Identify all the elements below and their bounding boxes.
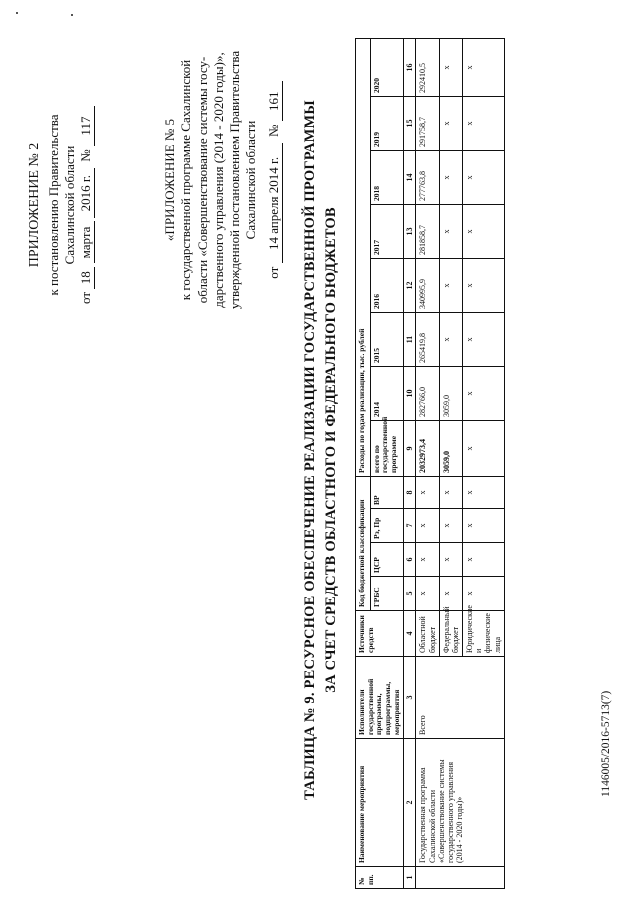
header-total: всего по государственной программе [370, 421, 403, 477]
code-cell: х [439, 543, 462, 577]
year-value: х [463, 151, 505, 205]
code-cell: х [463, 477, 505, 509]
total-cell: 3059,0 [439, 421, 462, 477]
code-cell: х [416, 577, 439, 611]
prev-annex-line: к государственной программе Сахалинской [178, 59, 194, 301]
source: Юридические и физические лица [463, 611, 505, 657]
prev-annex-line: утвержденной постановлением Правительства [227, 50, 242, 310]
year-value: 291758,7 [416, 97, 439, 151]
year-value: х [463, 313, 505, 367]
annex-year: 2016 г. [78, 168, 95, 218]
annex-line: Сахалинской области [61, 145, 77, 265]
header-year: 2016 [370, 259, 403, 313]
annex-header [26, 80, 95, 330]
program-name: Государственная программа Сахалинской области «Совершенствование системы государственного управления (2014 - 2020 годы)» [416, 739, 505, 867]
code-cell: х [439, 477, 462, 509]
code-cell: х [463, 577, 505, 611]
column-number-row [404, 38, 416, 888]
source: Федеральный бюджет [439, 611, 462, 657]
header-grbs: ГРБС [370, 577, 403, 611]
code-cell: х [416, 509, 439, 543]
previous-annex-header [162, 30, 283, 330]
column-number: 1 [404, 867, 416, 889]
code-cell: х [416, 477, 439, 509]
code-cell: х [463, 543, 505, 577]
year-value: х [439, 97, 462, 151]
header-vr: ВР [370, 477, 403, 509]
code-cell: х [416, 543, 439, 577]
year-value: х [463, 97, 505, 151]
prev-annex-title: «ПРИЛОЖЕНИЕ № 5 [162, 118, 177, 242]
annex-day: 18 [78, 267, 95, 289]
column-number: 8 [404, 477, 416, 509]
annex-number: 117 [78, 106, 95, 146]
annex-date-line [78, 80, 95, 330]
header-name: Наименование мероприятия [356, 739, 404, 867]
code-cell: х [439, 509, 462, 543]
total-cell: х [463, 421, 505, 477]
source: Областной бюджет [416, 611, 439, 657]
header-executor: Исполнители государственной программы, подпрограммы, мероприятия [356, 657, 404, 739]
prev-annex-line: дарственного управления (2014 - 2020 годы)», [210, 52, 226, 308]
year-value: х [463, 38, 505, 96]
from-label: от [78, 291, 93, 304]
title-line: ТАБЛИЦА № 9. РЕСУРСНОЕ ОБЕСПЕЧЕНИЕ РЕАЛИЗАЦИИ ГОСУДАРСТВЕННОЙ ПРОГРАММЫ [302, 100, 318, 800]
annex-title: ПРИЛОЖЕНИЕ № 2 [27, 142, 42, 268]
annex-month: марта [78, 221, 95, 263]
annex-line: к постановлению Правительства [45, 114, 61, 296]
year-value: х [439, 205, 462, 259]
prev-annex-line: Сахалинской области [243, 120, 259, 240]
prev-annex-date: 14 апреля 2014 г. [266, 143, 283, 263]
header-budget-code: Код бюджетной классификации [356, 477, 371, 611]
year-value: х [463, 367, 505, 421]
year-value: 277763,8 [416, 151, 439, 205]
year-value: х [439, 259, 462, 313]
column-number: 7 [404, 509, 416, 543]
code-cell: х [439, 577, 462, 611]
column-number: 16 [404, 38, 416, 96]
year-value: 340995,9 [416, 259, 439, 313]
year-value: 3059,0 [439, 367, 462, 421]
executor: Всего [416, 657, 505, 739]
header-rzpr: Рз, Пр [370, 509, 403, 543]
column-number: 6 [404, 543, 416, 577]
header-expenses: Расходы по годам реализации, тыс. рублей [356, 38, 371, 476]
column-number: 13 [404, 205, 416, 259]
year-value: х [463, 259, 505, 313]
column-number: 12 [404, 259, 416, 313]
column-number: 3 [404, 657, 416, 739]
column-number: 14 [404, 151, 416, 205]
title-line: ЗА СЧЕТ СРЕДСТВ ОБЛАСТНОГО И ФЕДЕРАЛЬНОГО БЮДЖЕТОВ [323, 207, 340, 693]
header-year: 2020 [370, 38, 403, 96]
header-row [356, 38, 371, 888]
column-number: 10 [404, 367, 416, 421]
year-value: 282766,0 [416, 367, 439, 421]
number-label: № [265, 124, 281, 137]
column-number: 5 [404, 577, 416, 611]
header-year: 2014 [370, 367, 403, 421]
code-cell: х [463, 509, 505, 543]
header-source: Источники средств [356, 611, 404, 657]
column-number: 2 [404, 739, 416, 867]
prev-annex-line: области «Совершенствование системы госу- [194, 56, 210, 304]
resource-table [355, 38, 505, 889]
year-value: 292410,5 [416, 38, 439, 96]
year-value: х [439, 38, 462, 96]
header-csr: ЦСР [370, 543, 403, 577]
year-value: х [439, 313, 462, 367]
number-label: № [78, 149, 93, 162]
header-year: 2019 [370, 97, 403, 151]
total-cell: 2032973,4 [416, 421, 439, 477]
prev-annex-date-line [266, 30, 283, 330]
document-number: 1146005/2016-5713(7) [600, 690, 612, 797]
year-value: 265419,8 [416, 313, 439, 367]
table-row [416, 38, 439, 888]
year-value: х [439, 151, 462, 205]
table-title [300, 75, 342, 825]
column-number: 4 [404, 611, 416, 657]
column-number: 11 [404, 313, 416, 367]
header-year: 2017 [370, 205, 403, 259]
header-no: № пп. [356, 867, 404, 889]
year-value: х [463, 205, 505, 259]
column-number: 15 [404, 97, 416, 151]
column-number: 9 [404, 421, 416, 477]
row-number-cell [416, 867, 505, 889]
prev-annex-number: 161 [266, 81, 283, 121]
from-label: от [265, 266, 281, 279]
header-year: 2015 [370, 313, 403, 367]
header-year: 2018 [370, 151, 403, 205]
year-value: 281858,7 [416, 205, 439, 259]
